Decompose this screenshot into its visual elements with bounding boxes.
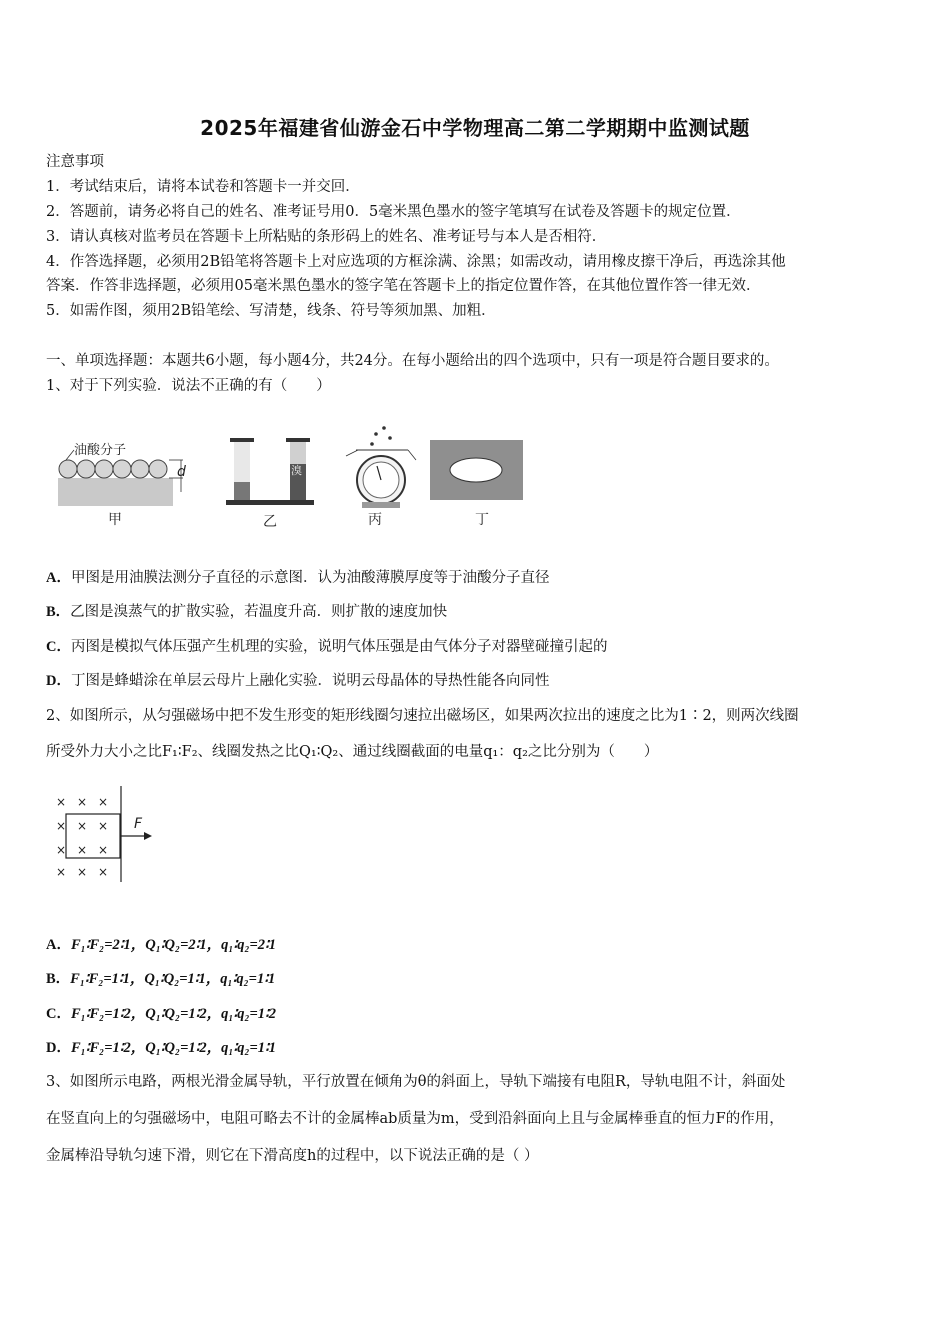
svg-text:×: × bbox=[98, 795, 109, 809]
q1-option-a: A．甲图是用油膜法测分子直径的示意图．认为油酸薄膜厚度等于油酸分子直径 bbox=[46, 570, 550, 586]
q2-option-c: C．F₁∶F₂=1∶2，Q₁∶Q₂=1∶2，q₁∶q₂=1∶2 bbox=[46, 1006, 277, 1022]
svg-text:×: × bbox=[77, 795, 88, 809]
q2-option-d: D．F₁∶F₂=1∶2，Q₁∶Q₂=1∶2，q₁∶q₂=1∶1 bbox=[46, 1040, 277, 1056]
q1-figure bbox=[46, 420, 536, 535]
pressure-model bbox=[346, 426, 416, 508]
q1-option-b: B．乙图是溴蒸气的扩散实验，若温度升高．则扩散的速度加快 bbox=[46, 604, 448, 620]
q1-option-d: D．丁图是蜂蜡涂在单层云母片上融化实验．说明云母晶体的导热性能各向同性 bbox=[46, 673, 550, 689]
notice-heading: 注意事项 bbox=[46, 154, 104, 170]
notice-item: 4．作答选择题，必须用2B铅笔将答题卡上对应选项的方框涂满、涂黑；如需改动，请用橡皮擦干净后，再选涂其他 bbox=[46, 254, 786, 270]
svg-text:×: × bbox=[56, 865, 67, 879]
svg-text:×: × bbox=[98, 843, 109, 857]
q2-option-a: A．F₁∶F₂=2∶1，Q₁∶Q₂=2∶1，q₁∶q₂=2∶1 bbox=[46, 937, 277, 953]
oil-molecule-label: 油酸分子 bbox=[74, 443, 127, 458]
mica-sheet bbox=[430, 440, 523, 500]
svg-text:×: × bbox=[56, 819, 67, 833]
magnetic-field-crosses bbox=[56, 795, 108, 879]
notice-item: 5．如需作图，须用2B铅笔绘、写清楚，线条、符号等须加黑、加粗． bbox=[46, 303, 496, 319]
svg-text:×: × bbox=[77, 819, 88, 833]
rectangular-coil bbox=[66, 814, 120, 858]
svg-text:×: × bbox=[77, 865, 88, 879]
q2-figure bbox=[48, 784, 158, 886]
caption-bing: 丙 bbox=[368, 512, 382, 528]
caption-ding: 丁 bbox=[475, 512, 489, 528]
caption-yi: 乙 bbox=[263, 514, 277, 530]
question-3-line: 3、如图所示电路，两根光滑金属导轨，平行放置在倾角为θ的斜面上，导轨下端接有电阻R，导轨电阻不计，斜面处 bbox=[46, 1074, 786, 1090]
notice-item: 2．答题前，请务必将自己的姓名、准考证号用0．5毫米黑色墨水的签字笔填写在试卷及答题卡的规定位置． bbox=[46, 204, 741, 220]
question-2-stem-line2: 所受外力大小之比F₁∶F₂、线圈发热之比Q₁∶Q₂、通过线圈截面的电量q₁：q₂之比分别为（ ） bbox=[46, 744, 659, 760]
force-label: F bbox=[134, 816, 143, 832]
q2-option-b: B．F₁∶F₂=1∶1，Q₁∶Q₂=1∶1，q₁∶q₂=1∶1 bbox=[46, 971, 276, 987]
notice-item: 1．考试结束后，请将本试卷和答题卡一并交回． bbox=[46, 179, 360, 195]
svg-text:×: × bbox=[98, 865, 109, 879]
svg-text:×: × bbox=[98, 819, 109, 833]
question-3-line: 金属棒沿导轨匀速下滑，则它在下滑高度h的过程中，以下说法正确的是（ ） bbox=[46, 1148, 539, 1164]
diffusion-jars bbox=[226, 438, 314, 505]
section-heading: 一、单项选择题：本题共6小题，每小题4分，共24分。在每小题给出的四个选项中，只有一项是符合题目要求的。 bbox=[46, 353, 779, 369]
page-title: 2025年福建省仙游金石中学物理高二第二学期期中监测试题 bbox=[200, 116, 750, 140]
notice-item: 3．请认真核对监考员在答题卡上所粘贴的条形码上的姓名、准考证号与本人是否相符． bbox=[46, 229, 607, 245]
svg-text:×: × bbox=[56, 795, 67, 809]
thickness-d-label: d bbox=[177, 464, 186, 480]
question-2-stem-line1: 2、如图所示，从匀强磁场中把不发生形变的矩形线圈匀速拉出磁场区，如果两次拉出的速度之比为1∶2，则两次线圈 bbox=[46, 708, 799, 724]
oil-film-diagram bbox=[58, 442, 186, 506]
notice-item: 答案．作答非选择题，必须用05毫米黑色墨水的签字笔在答题卡上的指定位置作答，在其他位置作答一律无效． bbox=[46, 278, 761, 294]
svg-text:×: × bbox=[77, 843, 88, 857]
question-1-stem: 1、对于下列实验．说法不正确的有（ ） bbox=[46, 378, 331, 394]
caption-jia: 甲 bbox=[108, 512, 122, 528]
bromine-label: 溴 bbox=[291, 464, 302, 477]
svg-text:×: × bbox=[56, 843, 67, 857]
q1-option-c: C．丙图是模拟气体压强产生机理的实验，说明气体压强是由气体分子对器壁碰撞引起的 bbox=[46, 639, 608, 655]
question-3-line: 在竖直向上的匀强磁场中，电阻可略去不计的金属棒ab质量为m，受到沿斜面向上且与金属棒垂直的恒力F的作用， bbox=[46, 1111, 784, 1127]
